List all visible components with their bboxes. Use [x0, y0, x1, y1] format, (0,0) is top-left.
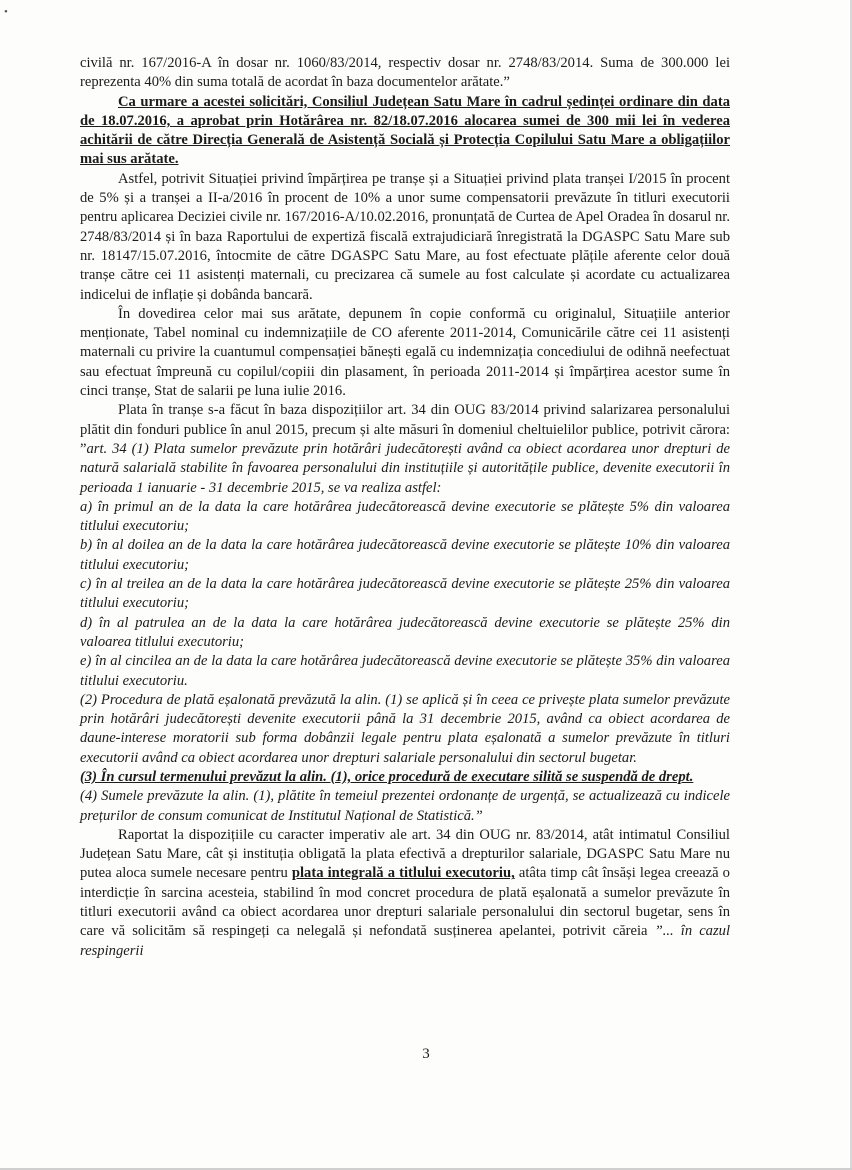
article-paragraph-3: (3) În cursul termenului prevăzut la alin. (1), orice procedură de executare silită se suspendă de drept. [80, 768, 694, 785]
paragraph-5-intro: Plata în tranșe s-a făcut în baza dispozițiilor art. 34 din OUG 83/2014 privind salarizarea personalului plătit din fonduri publice în anul 2015, precum și alte măsuri în domeniul cheltuielilor publice, potrivit cărora: ” [80, 402, 730, 457]
paragraph-5-quote: art. 34 (1) Plata sumelor prevăzute prin hotărâri judecătorești având ca obiect acordarea unor drepturi de natură salarială stabilite în favoarea personalului din instituțiile și autoritățile publice, devenite executorii în perioada 1 ianuarie - 31 decembrie 2015, se va realiza astfel: [80, 440, 730, 496]
list-item-a: a) în primul an de la data la care hotărârea judecătorească devine executorie se plătește 5% din valoarea titlului executoriu; [80, 498, 730, 535]
paragraph-6-end: atâta timp cât însăși legea creează o interdicție în sarcina acesteia, stabilind în mod concret procedura de plată eșalonată a sumelor prevăzute în titluri executorii având ca obiect acordarea unor drepturi salariale personalului din sectorul bugetar, sens în care vă solicităm să respingeți ca nelegală și nefondată susținerea apelantei, potrivit căreia [80, 865, 730, 940]
list-item-c: c) în al treilea an de la data la care hotărârea judecătorească devine executorie se plătește 25% din valoarea titlului executoriu; [80, 576, 730, 612]
document-body [80, 54, 730, 961]
paragraph-6-emphasis: plata integrală a titlului executoriu, [291, 865, 515, 882]
paragraph-5-legal-basis [80, 401, 730, 497]
scan-mark: • [4, 6, 8, 18]
paragraph-2-council-decision: Ca urmare a acestei solicitări, Consiliul Județean Satu Mare în cadrul ședinței ordinare din data de 18.07.2016, a aprobat prin Hotărârea nr. 82/18.07.2016 alocarea sumei de 300 mii lei în vederea achitării de către Direcția Generală de Asistență Socială și Protecția Copilului Satu Mare a obligațiilor mai sus arătate. [80, 93, 730, 168]
article-paragraph-4: (4) Sumele prevăzute la alin. (1), plătite în temeiul prezentei ordonanțe de urgență, se actualizează cu indicele prețurilor de consum comunicat de Institutul Național de Statistică.” [80, 788, 730, 824]
paragraph-6-quote: ”... în cazul respingerii [80, 923, 731, 959]
page-number: 3 [422, 1046, 430, 1062]
paragraph-6-conclusion [80, 826, 730, 961]
paragraph-1: civilă nr. 167/2016-A în dosar nr. 1060/83/2014, respectiv dosar nr. 2748/83/2014. Suma de 300.000 lei reprezenta 40% din suma totală de acordat în baza documentelor arătate.” [80, 55, 730, 91]
list-item-d: d) în al patrulea an de la data la care hotărârea judecătorească devine executorie se plătește 25% din valoarea titlului executoriu; [80, 614, 730, 650]
article-paragraph-2: (2) Procedura de plată eșalonată prevăzută la alin. (1) se aplică și în ceea ce privește plata sumelor prevăzute prin hotărâri judecătorești devenite executorii până la 31 decembrie 2015, având ca obiect acordarea de daune-interese moratorii sub forma dobânzii legale pentru plata eșalonată a sumelor prevăzute în titluri executorii având ca obiect acordarea unor drepturi salariale personalului din sectorul bugetar. [80, 691, 730, 766]
list-item-b: b) în al doilea an de la data la care hotărârea judecătorească devine executorie se plătește 10% din valoarea titlului executoriu; [80, 537, 730, 573]
paragraph-4-evidence: În dovedirea celor mai sus arătate, depunem în copie conformă cu originalul, Situațiile anterior menționate, Tabel nominal cu indemnizațiile de CO aferente 2011-2014, Comunicările către cei 11 asistenți maternali cu privire la cuantumul compensației bănești egală cu indemnizația concediului de odihnă neefectuat sau efectuat împreună cu copilul/copiii din plasament, în perioada 2011-2014 și împărțirea acestor sume în cinci tranșe, Stat de salarii pe luna iulie 2016. [80, 305, 730, 400]
paragraph-3-payments: Astfel, potrivit Situației privind împărțirea pe tranșe și a Situației privind plata tranșei I/2015 în procent de 5% și a tranșei a II-a/2016 în procent de 10% a unor sume compensatorii prevăzute în titluri executorii pentru aplicarea Deciziei civile nr. 167/2016-A/10.02.2016, pronunțată de Curtea de Apel Oradea în dosarul nr. 2748/83/2014 și în baza Raportului de expertiză fiscală extrajudiciară înregistrată la DGASPC Satu Mare sub nr. 18147/15.07.2016, întocmite de către DGASPC Satu Mare, au fost efectuate plățile aferente celor două tranșe către cei 11 asistenți maternali, cu precizarea că sumele au fost calculate și acordate cu actualizarea indicelui de inflație și dobânda bancară. [80, 170, 730, 303]
list-item-e: e) în al cincilea an de la data la care hotărârea judecătorească devine executorie se plătește 35% din valoarea titlului executoriu. [80, 653, 730, 689]
paragraph-6-start: Raportat la dispozițiile cu caracter imperativ ale art. 34 din OUG nr. 83/2014, atât intimatul Consiliul Județean Satu Mare, cât și instituția obligată la plata efectivă a drepturilor salariale, DGASPC Satu Mare nu putea aloca sumele necesare pentru [80, 826, 730, 882]
